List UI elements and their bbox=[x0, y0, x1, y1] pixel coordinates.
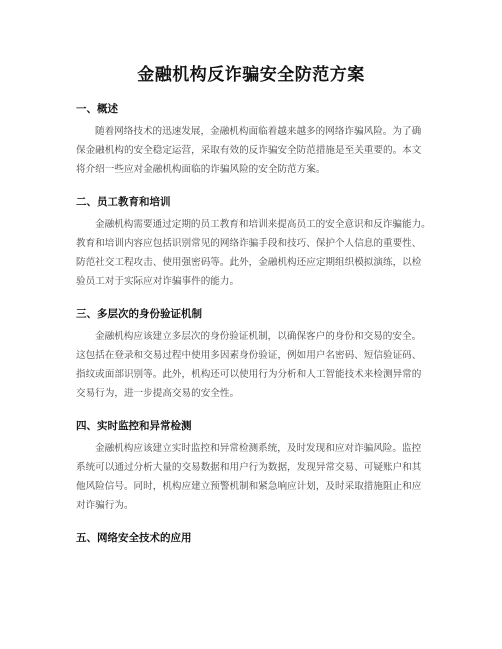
section-body-overview bbox=[76, 122, 432, 179]
section-body-staff-training bbox=[76, 215, 432, 291]
body-line: 防范社交工程攻击、使用强密码等。此外，金融机构还应定期组织模拟演练，以检 bbox=[76, 257, 422, 268]
body-line: 金融机构应该建立实时监控和异常检测系统，及时发现和应对诈骗风险。监控 bbox=[95, 443, 422, 454]
body-line: 他风险信号。同时，机构应建立预警机制和紧急响应计划，及时采取措施阻止和应 bbox=[76, 481, 422, 492]
body-line: 交易行为，进一步提高交易的安全性。 bbox=[76, 388, 240, 399]
section-heading-network-security: 五、网络安全技术的应用 bbox=[76, 532, 192, 544]
section-heading-staff-training: 二、员工教育和培训 bbox=[76, 196, 171, 208]
body-line: 保金融机构的安全稳定运营，采取有效的反诈骗安全防范措施是至关重要的。本文 bbox=[76, 145, 422, 156]
body-line: 金融机构应该建立多层次的身份验证机制，以确保客户的身份和交易的安全。 bbox=[95, 331, 422, 342]
section-heading-monitoring: 四、实时监控和异常检测 bbox=[76, 420, 192, 432]
section-heading-overview: 一、概述 bbox=[76, 103, 118, 115]
section-heading-identity-verification: 三、多层次的身份验证机制 bbox=[76, 308, 202, 320]
body-line: 随着网络技术的迅速发展，金融机构面临着越来越多的网络诈骗风险。为了确 bbox=[95, 126, 422, 137]
document-title: 金融机构反诈骗安全防范方案 bbox=[137, 65, 365, 85]
body-line: 系统可以通过分析大量的交易数据和用户行为数据，发现异常交易、可疑账户和其 bbox=[76, 462, 422, 473]
body-line: 对诈骗行为。 bbox=[76, 500, 134, 511]
body-line: 金融机构需要通过定期的员工教育和培训来提高员工的安全意识和反诈骗能力。 bbox=[95, 219, 431, 230]
body-line: 这包括在登录和交易过程中使用多因素身份验证，例如用户名密码、短信验证码、 bbox=[76, 350, 422, 361]
body-line: 教育和培训内容应包括识别常见的网络诈骗手段和技巧、保护个人信息的重要性、 bbox=[76, 238, 422, 249]
section-body-identity-verification bbox=[76, 327, 432, 403]
section-body-monitoring bbox=[76, 439, 432, 515]
body-line: 验员工对于实际应对诈骗事件的能力。 bbox=[76, 276, 240, 287]
body-line: 指纹或面部识别等。此外，机构还可以使用行为分析和人工智能技术来检测异常的 bbox=[76, 369, 422, 380]
body-line: 将介绍一些应对金融机构面临的诈骗风险的安全防范方案。 bbox=[76, 164, 326, 175]
